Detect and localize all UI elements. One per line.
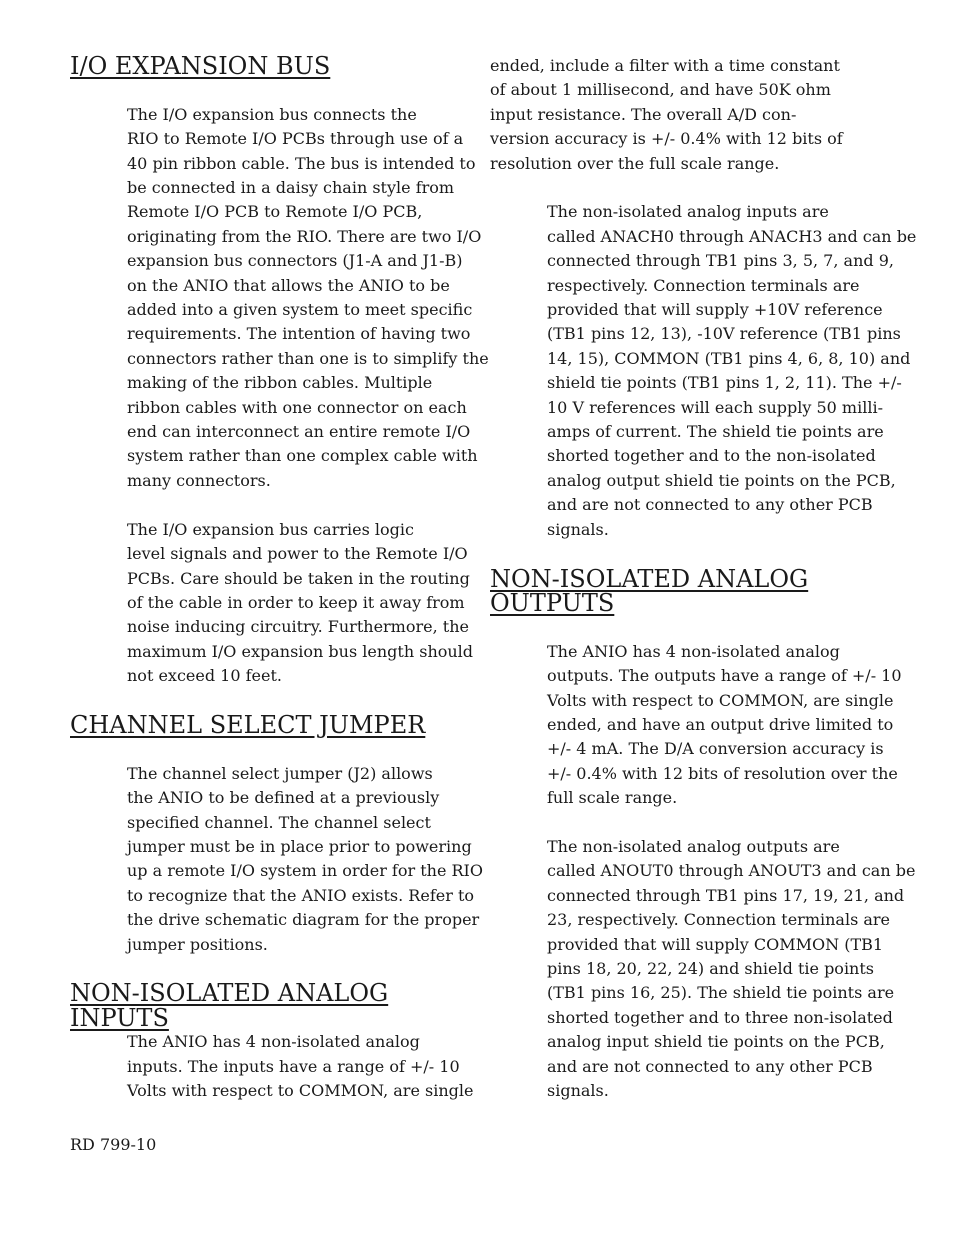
text-line: provided that will supply COMMON (TB1 xyxy=(547,934,884,954)
heading-non-isolated-analog-inputs: NON-ISOLATED ANALOG INPUTS xyxy=(70,979,389,1032)
text-line: originating from the RIO. There are two I/O xyxy=(127,226,482,246)
text-line: Volts with respect to COMMON, are single xyxy=(127,1080,474,1100)
text-line: the ANIO to be defined at a previously xyxy=(127,788,440,808)
paragraph-io-expansion-1 xyxy=(70,103,489,494)
text-line: The ANIO has 4 non-isolated analog xyxy=(547,641,840,661)
text-line: added into a given system to meet specific xyxy=(127,300,473,320)
text-line: analog input shield tie points on the PCB, xyxy=(547,1032,885,1052)
text-line: ended, and have an output drive limited to xyxy=(547,714,894,734)
text-line: version accuracy is +/- 0.4% with 12 bits of xyxy=(490,129,843,149)
text-line: expansion bus connectors (J1-A and J1-B) xyxy=(127,251,463,271)
text-line: of the cable in order to keep it away from xyxy=(127,592,465,612)
text-line: called ANACH0 through ANACH3 and can be xyxy=(547,226,917,246)
text-line: The channel select jumper (J2) allows xyxy=(127,763,433,783)
text-line: ribbon cables with one connector on each xyxy=(127,397,467,417)
text-line: The I/O expansion bus carries logic xyxy=(127,519,414,539)
paragraph-analog-inputs-2 xyxy=(490,200,917,542)
text-line: The I/O expansion bus connects the xyxy=(127,104,417,124)
heading-non-isolated-analog-outputs: NON-ISOLATED ANALOG OUTPUTS xyxy=(490,564,809,617)
text-line: requirements. The intention of having two xyxy=(127,324,471,344)
text-line: shorted together and to the non-isolated xyxy=(547,446,876,466)
right-column xyxy=(490,54,917,1103)
text-line: 14, 15), COMMON (TB1 pins 4, 6, 8, 10) and xyxy=(547,348,911,368)
text-line: the drive schematic diagram for the proper xyxy=(127,910,480,930)
text-line: +/- 4 mA. The D/A conversion accuracy is xyxy=(547,739,884,759)
text-line: noise inducing circuitry. Furthermore, the xyxy=(127,617,469,637)
text-line: to recognize that the ANIO exists. Refer to xyxy=(127,885,474,905)
text-line: signals. xyxy=(547,1081,609,1100)
text-line: jumper must be in place prior to powering xyxy=(127,836,472,856)
text-line: pins 18, 20, 22, 24) and shield tie points xyxy=(547,958,874,978)
text-line: connected through TB1 pins 17, 19, 21, and xyxy=(547,885,905,905)
paragraph-analog-inputs-1 xyxy=(70,1030,474,1103)
text-line: Remote I/O PCB to Remote I/O PCB, xyxy=(127,202,423,222)
heading-io-expansion-bus: I/O EXPANSION BUS xyxy=(70,52,331,80)
text-line: and are not connected to any other PCB xyxy=(547,495,873,515)
text-line: connectors rather than one is to simplify the xyxy=(127,348,489,368)
text-line: (TB1 pins 16, 25). The shield tie points are xyxy=(547,983,895,1003)
left-column xyxy=(70,52,489,1103)
text-line: connected through TB1 pins 3, 5, 7, and 9, xyxy=(547,251,894,271)
paragraph-channel-select xyxy=(70,762,483,957)
text-line: making of the ribbon cables. Multiple xyxy=(127,373,433,393)
text-line: level signals and power to the Remote I/O xyxy=(127,544,468,564)
text-line: ended, include a filter with a time constant xyxy=(490,56,840,75)
text-line: system rather than one complex cable with xyxy=(127,446,478,466)
paragraph-analog-outputs-2 xyxy=(490,835,916,1103)
text-line: Volts with respect to COMMON, are single xyxy=(547,690,894,710)
text-line: shield tie points (TB1 pins 1, 2, 11). The +/- xyxy=(547,373,902,393)
text-line: full scale range. xyxy=(547,788,678,808)
text-line: The ANIO has 4 non-isolated analog xyxy=(127,1032,420,1052)
text-line: outputs. The outputs have a range of +/- 10 xyxy=(547,666,902,686)
text-line: not exceed 10 feet. xyxy=(127,666,282,686)
text-line: analog output shield tie points on the PCB, xyxy=(547,470,896,490)
text-line: 40 pin ribbon cable. The bus is intended to xyxy=(127,153,476,173)
paragraph-analog-outputs-1 xyxy=(490,640,902,811)
heading-channel-select-jumper: CHANNEL SELECT JUMPER xyxy=(70,710,426,739)
text-line: signals. xyxy=(547,519,609,539)
paragraph-io-expansion-2 xyxy=(70,518,474,689)
text-line: be connected in a daisy chain style from xyxy=(127,178,455,198)
text-line: amps of current. The shield tie points are xyxy=(547,422,884,442)
text-line: 23, respectively. Connection terminals are xyxy=(547,910,891,930)
text-line: RIO to Remote I/O PCBs through use of a xyxy=(127,129,464,149)
footer-document-id: RD 799-10 xyxy=(70,1135,157,1154)
text-line: of about 1 millisecond, and have 50K ohm xyxy=(490,80,831,100)
text-line: on the ANIO that allows the ANIO to be xyxy=(127,275,450,295)
text-line: 10 V references will each supply 50 milli- xyxy=(547,397,883,417)
text-line: input resistance. The overall A/D con- xyxy=(490,104,797,124)
text-line: provided that will supply +10V reference xyxy=(547,300,883,320)
text-line: jumper positions. xyxy=(127,934,268,954)
text-line: up a remote I/O system in order for the RIO xyxy=(127,861,483,881)
text-line: specified channel. The channel select xyxy=(127,812,431,832)
text-line: The non-isolated analog inputs are xyxy=(547,202,829,222)
text-line: respectively. Connection terminals are xyxy=(547,275,860,295)
text-line: resolution over the full scale range. xyxy=(490,153,780,173)
text-line: +/- 0.4% with 12 bits of resolution over the xyxy=(547,763,898,783)
text-line: and are not connected to any other PCB xyxy=(547,1056,873,1076)
text-line: maximum I/O expansion bus length should xyxy=(127,641,474,661)
text-line: PCBs. Care should be taken in the routing xyxy=(127,568,470,588)
text-line: shorted together and to three non-isolated xyxy=(547,1007,893,1027)
text-line: The non-isolated analog outputs are xyxy=(547,836,840,856)
text-line: called ANOUT0 through ANOUT3 and can be xyxy=(547,861,916,881)
text-line: many connectors. xyxy=(127,470,271,490)
paragraph-analog-inputs-continued xyxy=(490,54,875,176)
text-line: inputs. The inputs have a range of +/- 10 xyxy=(127,1056,460,1076)
text-line: (TB1 pins 12, 13), -10V reference (TB1 pins xyxy=(547,324,901,344)
text-line: end can interconnect an entire remote I/O xyxy=(127,422,471,442)
